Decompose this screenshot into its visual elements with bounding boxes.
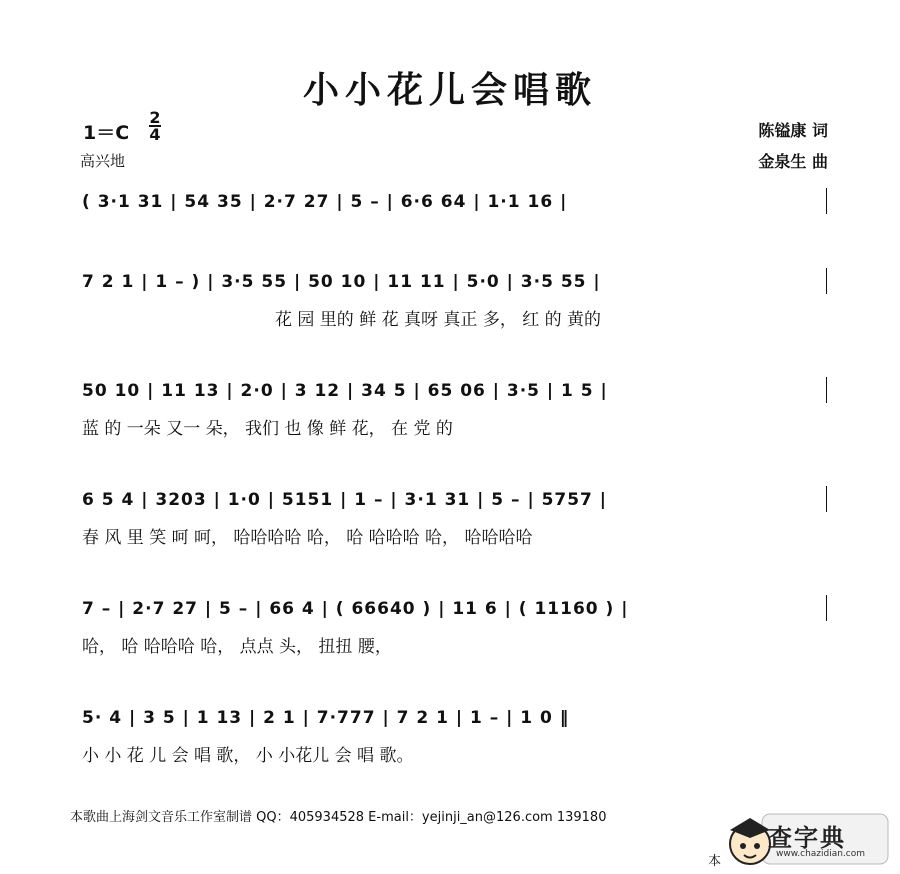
footer-tail: 本: [708, 854, 722, 869]
notation-line-4: 6 5 4 | 3203 | 1·0 | 5151 | 1 – | 3·1 31 | 5 – | 5757 |: [82, 490, 608, 510]
tempo-marking: 高兴地: [80, 152, 126, 170]
lyrics-line-4: 春 风 里 笑 呵 呵， 哈哈哈哈 哈， 哈 哈哈哈 哈， 哈哈哈哈: [82, 528, 533, 548]
song-title: 小小花儿会唱歌: [302, 69, 597, 111]
watermark-url: www.chazidian.com: [776, 849, 866, 859]
time-signature: [148, 110, 162, 142]
watermark-text: 查字典: [768, 824, 846, 852]
notation-line-2: 7 2 1 | 1 – ) | 3·5 55 | 50 10 | 11 11 | 5·0 | 3·5 55 |: [82, 272, 601, 292]
time-signature-top: 2: [149, 108, 161, 127]
notation-line-1: ( 3·1 31 | 54 35 | 2·7 27 | 5 – | 6·6 64 | 1·1 16 |: [82, 192, 568, 212]
notation-line-5: 7 – | 2·7 27 | 5 – | 66 4 | ( 66640 ) | 11 6 | ( 11160 ) |: [82, 599, 629, 619]
footer-credits: 本歌曲上海剑文音乐工作室制谱 QQ：405934528 E-mail：yejinji_an@126.com 139180: [70, 810, 607, 825]
notation-line-3: 50 10 | 11 13 | 2·0 | 3 12 | 34 5 | 65 06 | 3·5 | 1 5 |: [82, 381, 608, 401]
lyrics-line-6: 小 小 花 儿 会 唱 歌， 小 小花儿 会 唱 歌。: [82, 746, 414, 766]
lyricist-credit: 陈镒康 词: [758, 121, 828, 140]
key-signature: 1＝C: [83, 122, 130, 144]
composer-credit: 金泉生 曲: [758, 152, 828, 171]
lyrics-line-5: 哈， 哈 哈哈哈 哈， 点点 头， 扭扭 腰，: [82, 637, 392, 657]
lyrics-line-3: 蓝 的 一朵 又一 朵， 我们 也 像 鲜 花， 在 党 的: [82, 419, 453, 439]
notation-line-6: 5· 4 | 3 5 | 1 13 | 2 1 | 7·777 | 7 2 1 | 1 – | 1 0 ‖: [82, 708, 570, 728]
lyrics-line-2: 花 园 里的 鲜 花 真呀 真正 多， 红 的 黄的: [275, 310, 602, 330]
time-signature-bottom: 4: [149, 125, 161, 144]
